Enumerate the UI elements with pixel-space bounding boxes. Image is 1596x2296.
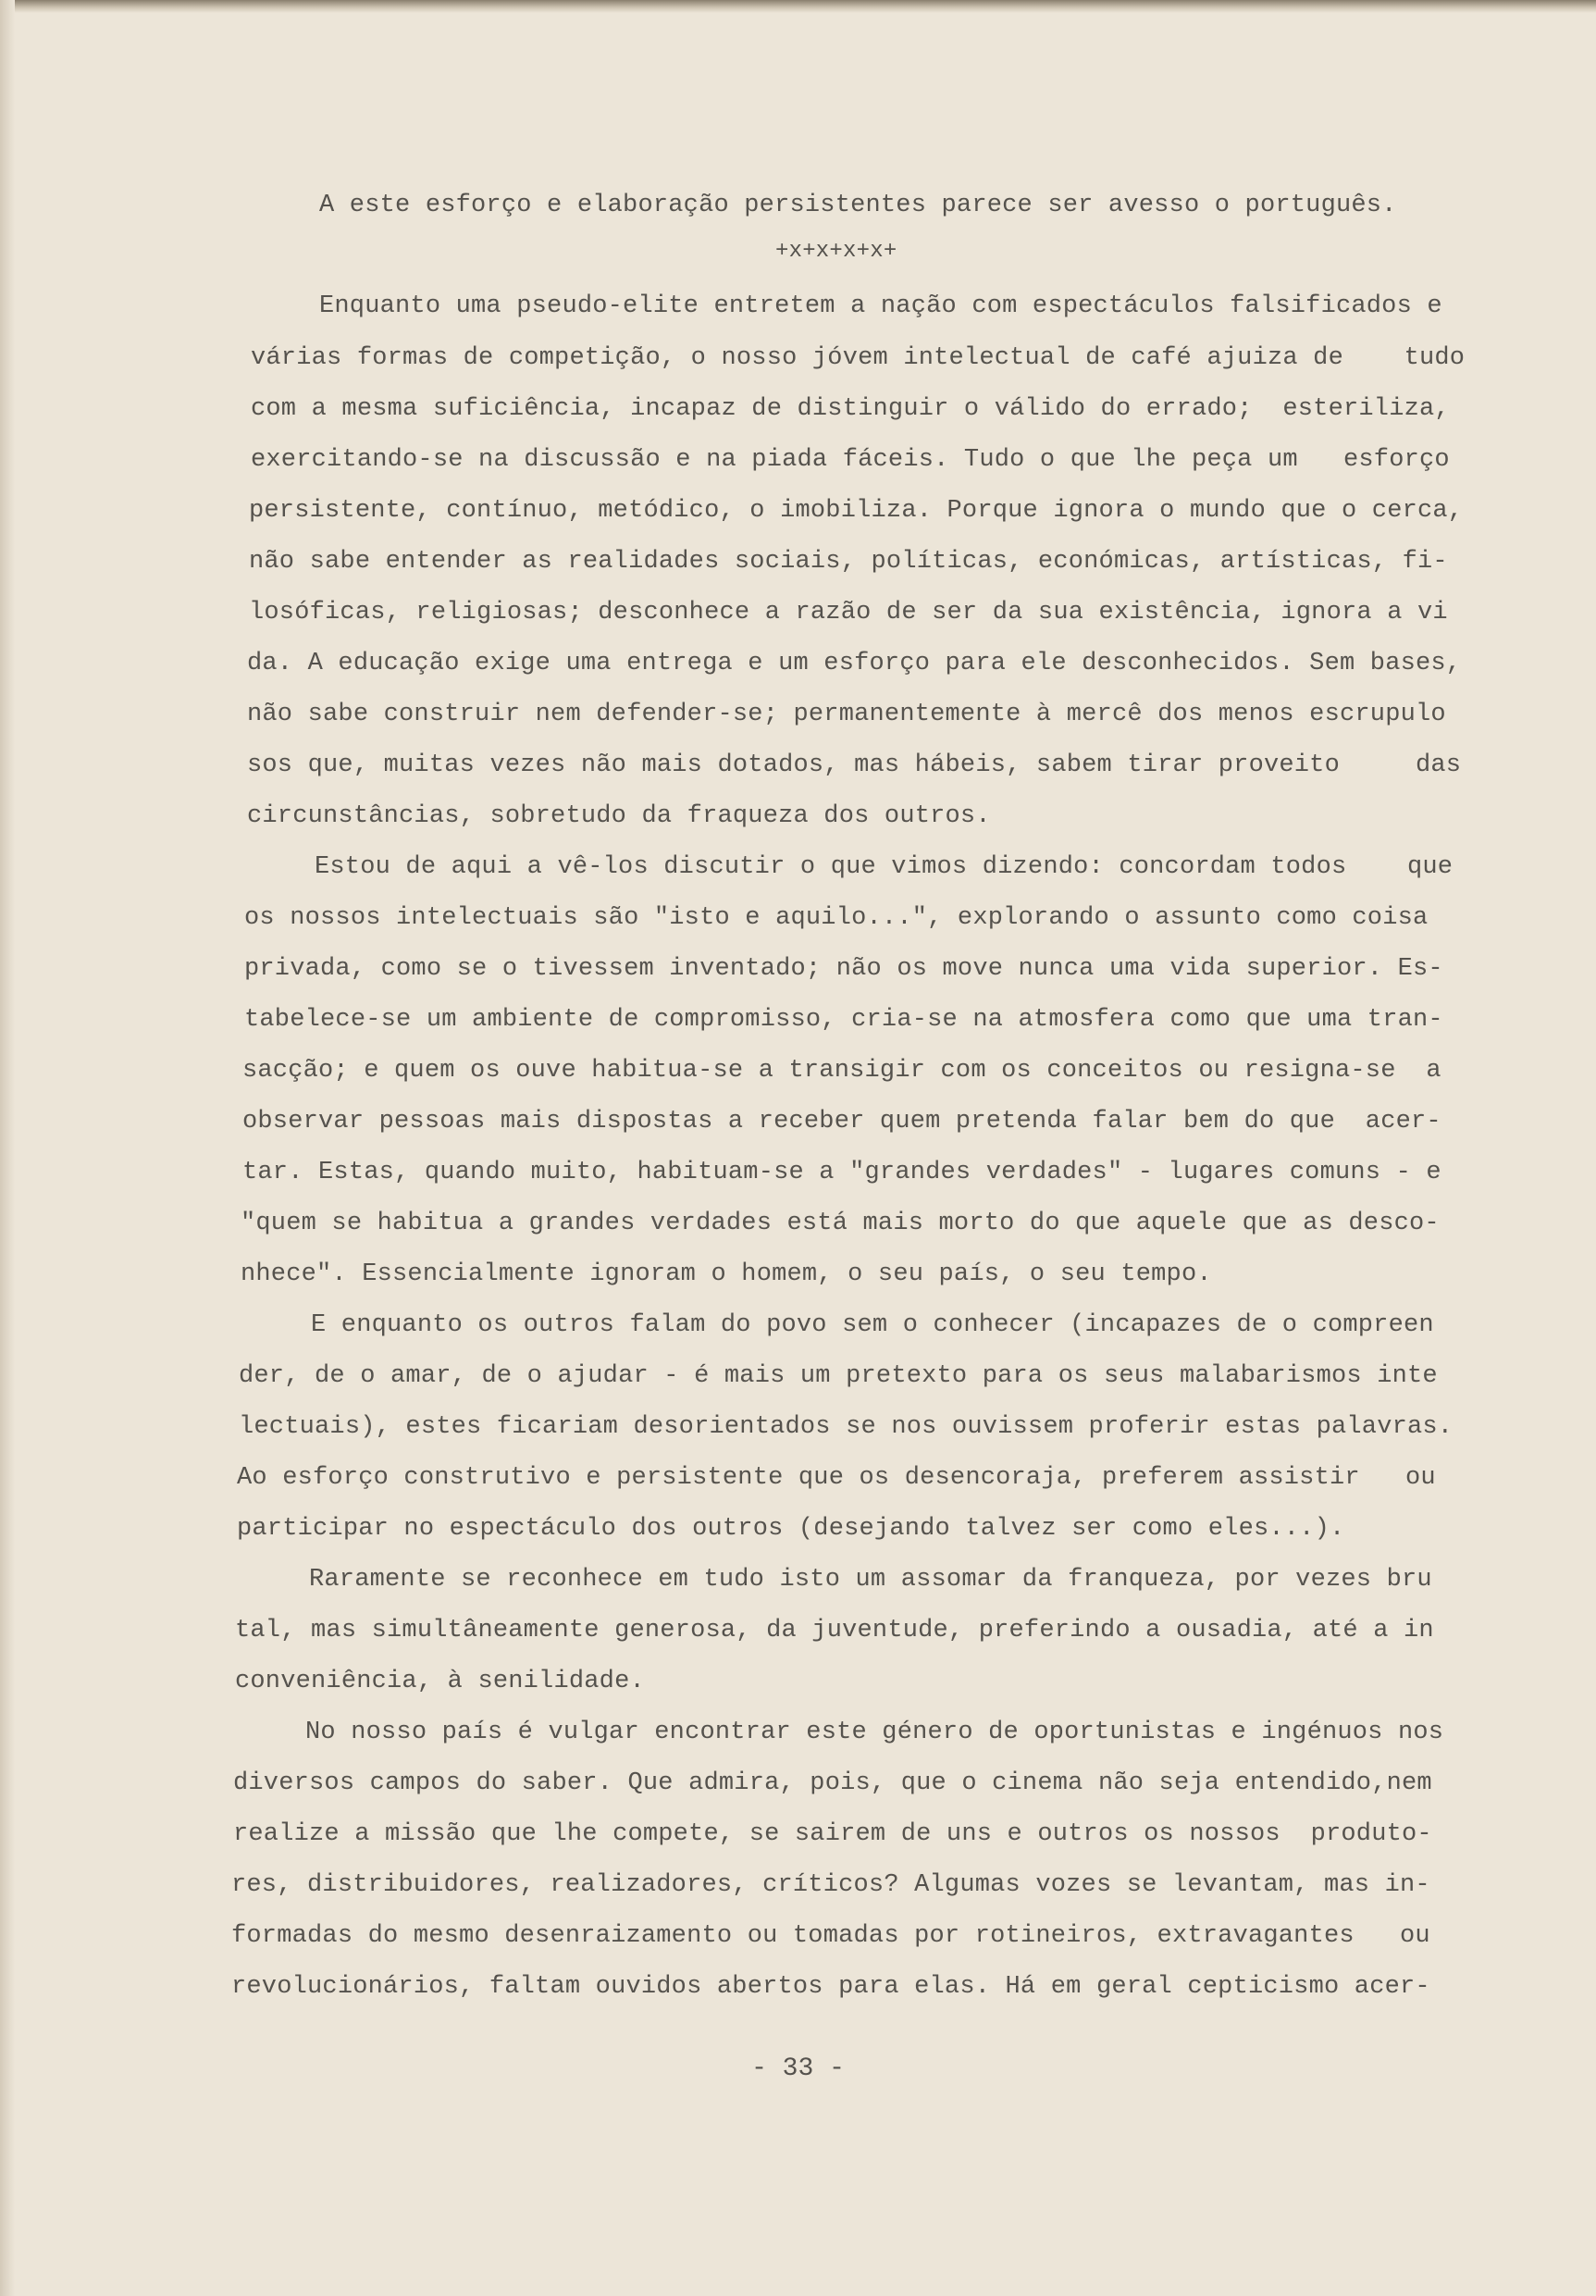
text-line: der, de o amar, de o ajudar - é mais um pretexto para os seus malabarismos inte	[239, 1362, 1438, 1390]
text-line: tabelece-se um ambiente de compromisso, cria-se na atmosfera como que uma tran-	[244, 1006, 1443, 1034]
text-line: várias formas de competição, o nosso jóvem intelectual de café ajuiza de tudo	[251, 344, 1466, 372]
text-line: persistente, contínuo, metódico, o imobiliza. Porque ignora o mundo que o cerca,	[249, 497, 1464, 525]
text-line: E enquanto os outros falam do povo sem o conhecer (incapazes de o compreen	[311, 1311, 1434, 1339]
text-line: observar pessoas mais dispostas a receber quem pretenda falar bem do que acer-	[242, 1108, 1441, 1136]
section-separator: +x+x+x+x+	[775, 239, 897, 264]
text-line: losóficas, religiosas; desconhece a razão de ser da sua existência, ignora a vi	[249, 599, 1448, 627]
text-line: participar no espectáculo dos outros (desejando talvez ser como eles...).	[237, 1515, 1345, 1543]
text-line: os nossos intelectuais são "isto e aquilo...", explorando o assunto como coisa	[244, 904, 1429, 932]
text-line: não sabe construir nem defender-se; permanentemente à mercê dos menos escrupulo	[247, 701, 1446, 728]
text-line: diversos campos do saber. Que admira, pois, que o cinema não seja entendido,nem	[233, 1769, 1432, 1797]
text-line: com a mesma suficiência, incapaz de distinguir o válido do errado; esteriliza,	[251, 395, 1450, 423]
text-line: A este esforço e elaboração persistentes parece ser avesso o português.	[319, 192, 1397, 219]
text-line: tal, mas simultâneamente generosa, da juventude, preferindo a ousadia, até a in	[235, 1617, 1434, 1644]
text-line: nhece". Essencialmente ignoram o homem, o seu país, o seu tempo.	[241, 1260, 1212, 1288]
text-line: realize a missão que lhe compete, se sairem de uns e outros os nossos produto-	[233, 1820, 1432, 1848]
text-line: exercitando-se na discussão e na piada fáceis. Tudo o que lhe peça um esforço	[251, 446, 1450, 474]
text-line: "quem se habitua a grandes verdades está mais morto do que aquele que as desco-	[241, 1210, 1440, 1237]
text-line: sacção; e quem os ouve habitua-se a transigir com os conceitos ou resigna-se a	[242, 1057, 1441, 1085]
text-line: formadas do mesmo desenraizamento ou tomadas por rotineiros, extravagantes ou	[231, 1922, 1430, 1950]
text-line: lectuais), estes ficariam desorientados se nos ouvissem proferir estas palavras.	[239, 1413, 1454, 1441]
text-line: conveniência, à senilidade.	[235, 1668, 645, 1695]
text-line: da. A educação exige uma entrega e um esforço para ele desconhecidos. Sem bases,	[247, 650, 1462, 677]
text-line: sos que, muitas vezes não mais dotados, mas hábeis, sabem tirar proveito das	[247, 751, 1462, 779]
text-line: Ao esforço construtivo e persistente que os desencoraja, preferem assistir ou	[237, 1464, 1436, 1492]
page-number: - 33 -	[751, 2054, 845, 2083]
text-line: Raramente se reconhece em tudo isto um assomar da franqueza, por vezes bru	[309, 1566, 1432, 1594]
page-top-edge	[0, 0, 1596, 13]
page-side-shadow	[0, 0, 15, 2296]
text-line: No nosso país é vulgar encontrar este género de oportunistas e ingénuos nos	[305, 1719, 1444, 1746]
text-line: Enquanto uma pseudo-elite entretem a nação com espectáculos falsificados e	[319, 292, 1442, 320]
text-line: revolucionários, faltam ouvidos abertos para elas. Há em geral cepticismo acer-	[231, 1973, 1430, 2001]
text-line: res, distribuidores, realizadores, críticos? Algumas vozes se levantam, mas in-	[231, 1871, 1430, 1899]
text-line: privada, como se o tivessem inventado; não os move nunca uma vida superior. Es-	[244, 955, 1443, 983]
text-line: Estou de aqui a vê-los discutir o que vimos dizendo: concordam todos que	[315, 853, 1454, 881]
text-line: circunstâncias, sobretudo da fraqueza dos outros.	[247, 802, 991, 830]
text-line: não sabe entender as realidades sociais, políticas, económicas, artísticas, fi-	[249, 548, 1448, 576]
text-line: tar. Estas, quando muito, habituam-se a "grandes verdades" - lugares comuns - e	[242, 1159, 1441, 1186]
